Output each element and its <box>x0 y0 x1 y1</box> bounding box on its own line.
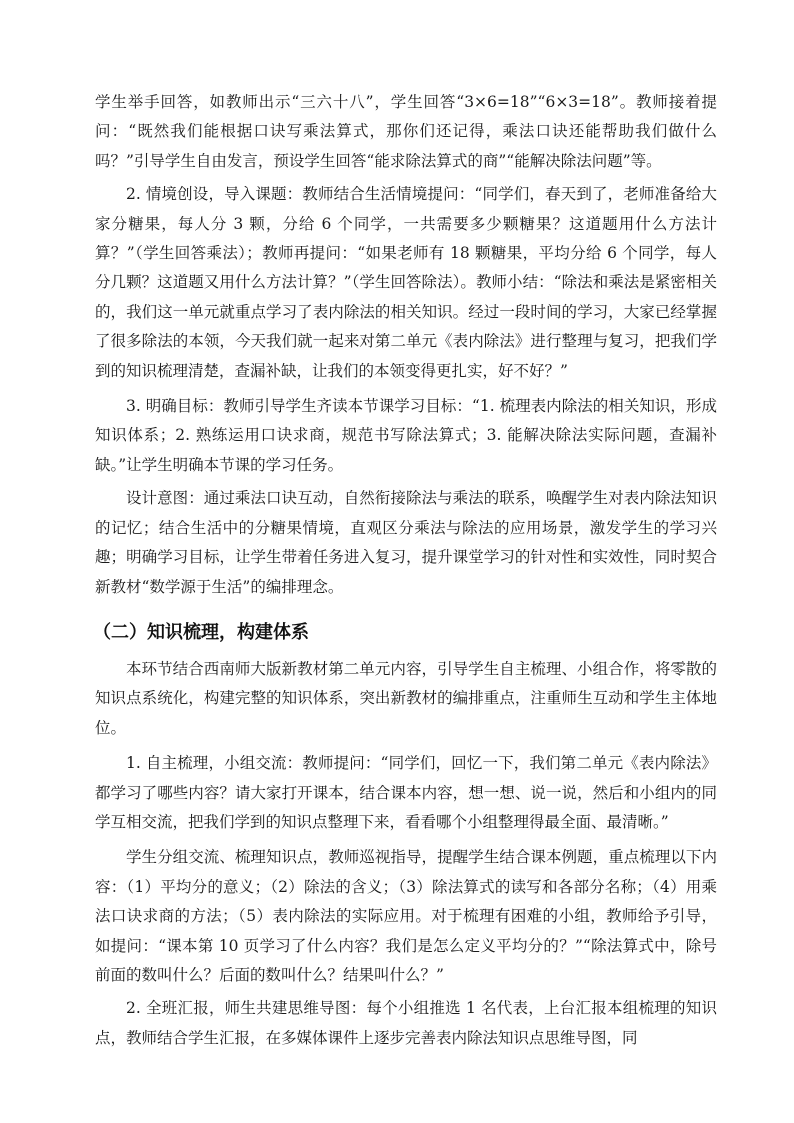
paragraph-continuation: 学生举手回答，如教师出示“三六十八”，学生回答“3×6=18”“6×3=18”。教师接着提问：“既然我们能根据口诀写乘法算式，那你们还记得，乘法口诀还能帮助我们做什么吗？”引导学生自由发言，预设学生回答“能求除法算式的商”“能解决除法问题”等。 <box>95 93 717 170</box>
paragraph-group-exchange: 学生分组交流、梳理知识点，教师巡视指导，提醒学生结合课本例题，重点梳理以下内容：（1）平均分的意义；（2）除法的含义；（3）除法算式的读写和各部分名称；（4）用乘法口诀求商的方法；（5）表内除法的实际应用。对于梳理有困难的小组，教师给予引导，如提问：“课本第 10 页学习了什么内容？我们是怎么定义平均分的？”“除法算式中，除号前面的数叫什么？后面的数叫什么？结果叫什么？” <box>95 848 717 984</box>
paragraph-situation-intro: 2. 情境创设，导入课题：教师结合生活情境提问：“同学们，春天到了，老师准备给大家分糖果，每人分 3 颗，分给 6 个同学，一共需要多少颗糖果？这道题用什么方法计算？”（学生回答乘法）；教师再提问：“如果老师有 18 颗糖果，平均分给 6 个同学，每人分几颗？这道题又用什么方法计算？”（学生回答除法）。教师小结：“除法和乘法是紧密相关的，我们这一单元就重点学习了表内除法的相关知识。经过一段时间的学习，大家已经掌握了很多除法的本领，今天我们就一起来对第二单元《表内除法》进行整理与复习，把我们学到的知识梳理清楚，查漏补缺，让我们的本领变得更扎实，好不好？” <box>95 185 717 380</box>
paragraph-learning-goals: 3. 明确目标：教师引导学生齐读本节课学习目标：“1. 梳理表内除法的相关知识，形成知识体系；2. 熟练运用口诀求商，规范书写除法算式；3. 能解决除法实际问题，查漏补缺。”让学生明确本节课的学习任务。 <box>95 397 717 474</box>
paragraph-design-intent: 设计意图：通过乘法口诀互动，自然衔接除法与乘法的联系，唤醒学生对表内除法知识的记忆；结合生活中的分糖果情境，直观区分乘法与除法的应用场景，激发学生的学习兴趣；明确学习目标，让学生带着任务进入复习，提升课堂学习的针对性和实效性，同时契合新教材“数学源于生活”的编排理念。 <box>95 489 717 596</box>
paragraph-section-intro: 本环节结合西南师大版新教材第二单元内容，引导学生自主梳理、小组合作，将零散的知识点系统化，构建完整的知识体系，突出新教材的编排重点，注重师生互动和学生主体地位。 <box>95 659 717 737</box>
section-heading: （二）知识梳理，构建体系 <box>93 621 309 643</box>
paragraph-class-report: 2. 全班汇报，师生共建思维导图：每个小组推选 1 名代表，上台汇报本组梳理的知识点，教师结合学生汇报，在多媒体课件上逐步完善表内除法知识点思维导图，同 <box>95 999 717 1047</box>
paragraph-self-review: 1. 自主梳理，小组交流：教师提问：“同学们，回忆一下，我们第二单元《表内除法》都学习了哪些内容？请大家打开课本，结合课本内容，想一想、说一说，然后和小组内的同学互相交流，把我们学到的知识点整理下来，看看哪个小组整理得最全面、最清晰。” <box>95 754 717 831</box>
document-page <box>95 88 717 1053</box>
